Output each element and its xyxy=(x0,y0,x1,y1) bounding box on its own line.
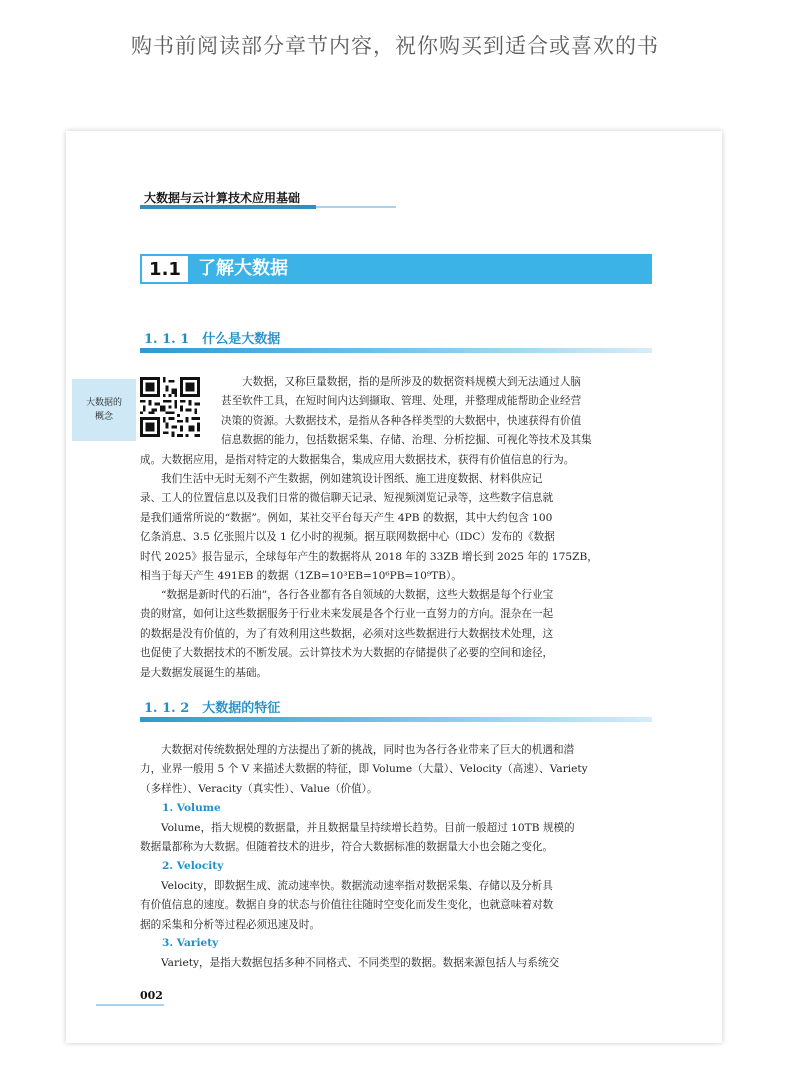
text-line: 我们生活中无时无刻不产生数据，例如建筑设计图纸、施工进度数据、材料供应记 xyxy=(161,473,543,485)
side-note-box xyxy=(72,379,136,441)
paragraph-6 xyxy=(140,877,652,935)
section-heading-1-1-2: 1. 1. 2 大数据的特征 xyxy=(144,701,281,716)
text-line: 大数据，又称巨量数据，指的是所涉及的数据资料规模大到无法通过人脑 xyxy=(242,376,581,388)
text-line: 成。大数据应用，是指对特定的大数据集合，集成应用大数据技术，获得有价值信息的行为。 xyxy=(140,453,575,466)
side-note-line2: 概念 xyxy=(94,412,113,422)
text-line: 贵的财富，如何让这些数据服务于行业未来发展是各个行业一直努力的方向。混杂在一起 xyxy=(140,608,554,621)
text-line: 也促使了大数据技术的不断发展。云计算技术为大数据的存储提供了必要的空间和途径， xyxy=(140,647,554,660)
text-line: Velocity，即数据生成、流动速率快。数据流动速率指对数据采集、存储以及分析具 xyxy=(161,880,553,892)
text-line: 据的采集和分析等过程必须迅速及时。 xyxy=(140,918,321,931)
section-heading-1-1-1: 1. 1. 1 什么是大数据 xyxy=(144,332,281,347)
side-note-line1: 大数据的 xyxy=(85,398,122,408)
text-line: 相当于每天产生 491EB 的数据（1ZB=10³EB=10⁶PB=10⁹TB）。 xyxy=(140,570,462,583)
subheading-variety: 3. Variety xyxy=(162,937,219,949)
subheading-velocity: 2. Velocity xyxy=(162,860,224,872)
text-line: 力，业界一般用 5 个 V 来描述大数据的特征，即 Volume（大量）、Velocity（高速）、Variety xyxy=(140,763,588,776)
text-line: 决策的资源。大数据技术，是指从各种各样类型的大数据中，快速获得有价值 xyxy=(221,414,582,427)
paragraph-1 xyxy=(140,373,652,470)
text-line: 是我们通常所说的“数据”。例如，某社交平台每天产生 4PB 的数据，其中大约包含 100 xyxy=(140,511,553,524)
text-line: Variety，是指大数据包括多种不同格式、不同类型的数据。数据来源包括人与系统交 xyxy=(161,957,560,969)
text-line: 有价值信息的速度。数据自身的状态与价值往往随时空变化而发生变化，也就意味着对数 xyxy=(140,899,554,912)
page-number: 002 xyxy=(140,989,163,1002)
text-line: 是大数据发展诞生的基础。 xyxy=(140,666,268,679)
section-rule-1-1-2 xyxy=(140,717,652,722)
running-head-rule-light xyxy=(316,206,396,208)
chapter-title: 了解大数据 xyxy=(198,258,288,279)
text-line: 录、工人的位置信息以及我们日常的微信聊天记录、短视频浏览记录等，这些数字信息就 xyxy=(140,492,554,505)
text-line: 甚至软件工具，在短时间内达到撷取、管理、处理，并整理成能帮助企业经营 xyxy=(221,395,582,408)
text-line: 信息数据的能力，包括数据采集、存储、治理、分析挖掘、可视化等技术及其集 xyxy=(221,434,592,447)
text-line: 亿条消息、3.5 亿张照片以及 1 亿小时的视频。据互联网数据中心（IDC）发布的《数据 xyxy=(140,531,555,544)
text-line: 时代 2025》报告显示，全球每年产生的数据将从 2018 年的 33ZB 增长到 2025 年的 175ZB， xyxy=(140,550,598,563)
chapter-number: 1.1 xyxy=(140,254,190,284)
text-line: （多样性）、Veracity（真实性）、Value（价值）。 xyxy=(140,782,378,795)
paragraph-4 xyxy=(140,741,652,799)
paragraph-2 xyxy=(140,470,652,586)
text-line: “数据是新时代的石油”，各行各业都有各自领域的大数据，这些大数据是每个行业宝 xyxy=(161,589,554,601)
text-line: 大数据对传统数据处理的方法提出了新的挑战，同时也为各行各业带来了巨大的机遇和潜 xyxy=(161,744,575,756)
preview-banner: 购书前阅读部分章节内容，祝你购买到适合或喜欢的书 xyxy=(131,34,659,58)
paragraph-5 xyxy=(140,819,652,858)
running-head-rule xyxy=(140,205,316,209)
page-number-rule xyxy=(96,1004,164,1006)
text-line: 数据量都称为大数据。但随着技术的进步，符合大数据标准的数据量大小也会随之变化。 xyxy=(140,841,554,854)
subheading-volume: 1. Volume xyxy=(162,802,221,814)
book-page xyxy=(66,131,722,1043)
paragraph-7 xyxy=(140,954,652,973)
text-line: 的数据是没有价值的，为了有效利用这些数据，必须对这些数据进行大数据技术处理，这 xyxy=(140,627,554,640)
paragraph-3 xyxy=(140,586,652,683)
text-line: Volume，指大规模的数据量，并且数据量呈持续增长趋势。目前一般超过 10TB 规模的 xyxy=(161,822,575,834)
running-head: 大数据与云计算技术应用基础 xyxy=(144,191,301,205)
section-rule-1-1-1 xyxy=(140,348,652,353)
